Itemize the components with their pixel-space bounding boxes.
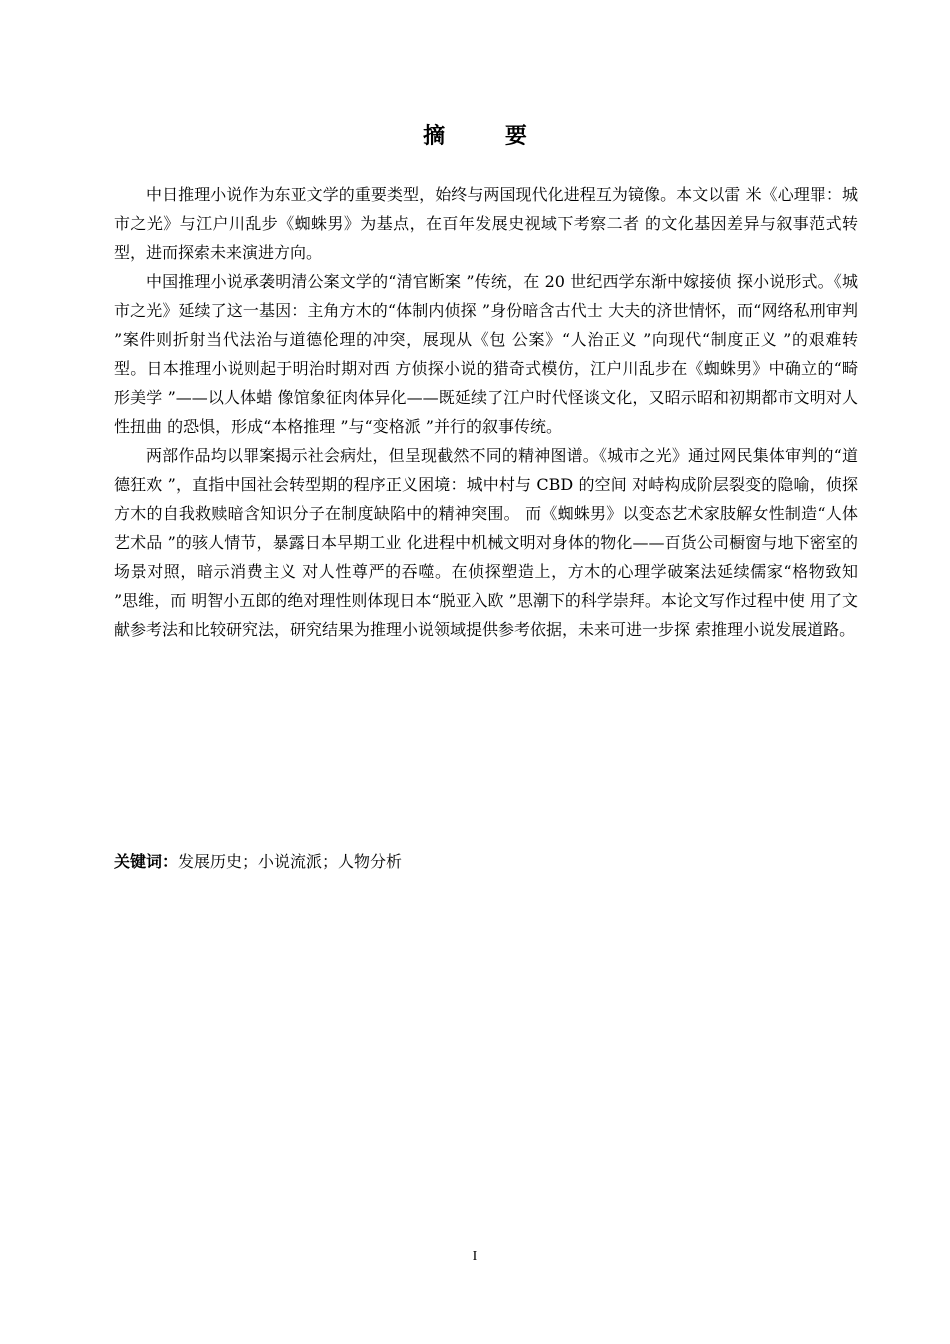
keywords-value: 发展历史；小说流派；人物分析 <box>178 852 403 871</box>
abstract-paragraph: 中日推理小说作为东亚文学的重要类型，始终与两国现代化进程互为镜像。本文以雷 米《心理罪：城市之光》与江户川乱步《蜘蛛男》为基点，在百年发展史视域下考察二者 的文化基因差异与叙事范式转型，进而探索未来演进方向。 <box>114 185 858 262</box>
keywords-label: 关键词： <box>114 852 179 871</box>
abstract-paragraph: 两部作品均以罪案揭示社会病灶，但呈现截然不同的精神图谱。《城市之光》通过网民集体审判的“道德狂欢 ”，直指中国社会转型期的程序正义困境：城中村与 CBD 的空间 对峙构成阶层裂变的隐喻，侦探方木的自我救赎暗含知识分子在制度缺陷中的精神突围。 而《蜘蛛男》以变态艺术家肢解女性制造“人体艺术品 ”的骇人情节，暴露日本早期工业 化进程中机械文明对身体的物化——百货公司橱窗与地下密室的场景对照，暗示消费主义 对人性尊严的吞噬。在侦探塑造上，方木的心理学破案法延续儒家“格物致知 ”思维，而 明智小五郎的绝对理性则体现日本“脱亚入欧 ”思潮下的科学崇拜。本论文写作过程中使 用了文献参考法和比较研究法，研究结果为推理小说领域提供参考依据，未来可进一步探 索推理小说发展道路。 <box>114 446 858 639</box>
abstract-body <box>114 180 858 644</box>
keywords-line <box>114 847 858 876</box>
abstract-paragraph: 中国推理小说承袭明清公案文学的“清官断案 ”传统，在 20 世纪西学东渐中嫁接侦 探小说形式。《城市之光》延续了这一基因：主角方木的“体制内侦探 ”身份暗含古代士 大夫的济世情怀，而“网络私刑审判 ”案件则折射当代法治与道德伦理的冲突，展现从《包 公案》“人治正义 ”向现代“制度正义 ”的艰难转型。日本推理小说则起于明治时期对西 方侦探小说的猎奇式模仿，江户川乱步在《蜘蛛男》中确立的“畸形美学 ”——以人体蜡 像馆象征肉体异化——既延续了江户时代怪谈文化，又昭示昭和初期都市文明对人性扭曲 的恐惧，形成“本格推理 ”与“变格派 ”并行的叙事传统。 <box>114 272 858 436</box>
page-number: I <box>472 1249 478 1264</box>
page-title: 摘 要 <box>423 124 553 149</box>
